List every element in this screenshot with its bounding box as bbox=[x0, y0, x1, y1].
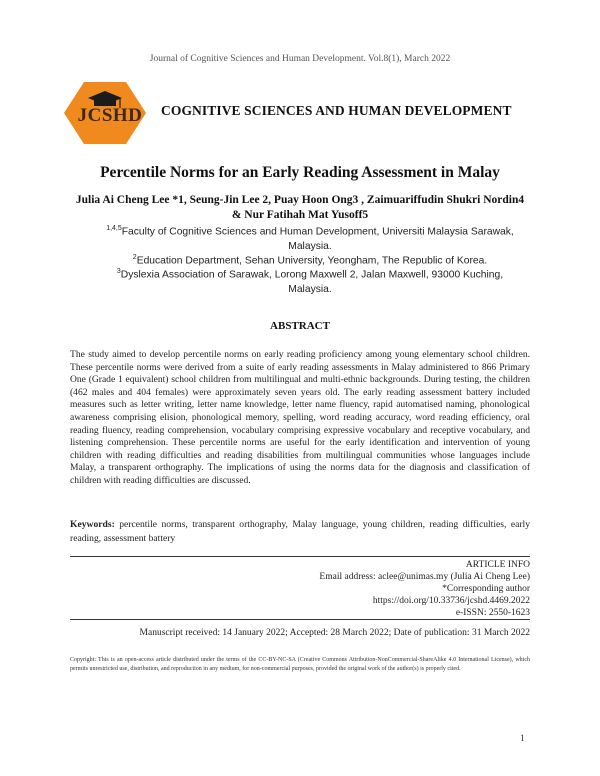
abstract-heading: ABSTRACT bbox=[270, 320, 330, 332]
author-line-2: & Nur Fatihah Mat Yusoff5 bbox=[231, 209, 369, 221]
author-list bbox=[60, 193, 540, 223]
keywords bbox=[70, 518, 530, 545]
affiliation-sup: 2 bbox=[132, 254, 137, 261]
affiliation-text: Faculty of Cognitive Sciences and Human Development, Universiti Malaysia Sarawak, Malaysia. bbox=[121, 226, 514, 252]
manuscript-dates: Manuscript received: 14 January 2022; Accepted: 28 March 2022; Date of publication: 31 March 2022 bbox=[139, 628, 530, 638]
article-info bbox=[70, 559, 530, 619]
keywords-label: Keywords: bbox=[70, 519, 115, 530]
journal-header: Journal of Cognitive Sciences and Human Development. Vol.8(1), March 2022 bbox=[149, 54, 451, 64]
logo-text: JCSHD bbox=[77, 105, 143, 126]
article-issn: e-ISSN: 2550-1623 bbox=[455, 608, 530, 618]
keywords-text: percentile norms, transparent orthography, Malay language, young children, reading difficulties, early reading, assessment battery bbox=[70, 519, 531, 544]
paper-title: Percentile Norms for an Early Reading Assessment in Malay bbox=[100, 164, 500, 181]
abstract-body: The study aimed to develop percentile norms on early reading proficiency among young elementary school children. These percentile norms were derived from a suite of early reading assessments in Malay administered to 866 Primary One (Grade 1 equivalent) school children from multilingual and multi-ethnic backgrounds. During testing, the children (462 males and 404 females) were approximately seven years old. The early reading assessment battery included measures such as letter writing, letter name knowledge, letter name fluency, rapid automatised naming, phonological awareness comprising elision, phonological memory, spelling, word reading accuracy, word reading efficiency, oral reading fluency, reading comprehension, vocabulary comprising expressive vocabulary and receptive vocabulary, and listening comprehension. These percentile norms are useful for the early identification and intervention of young children with reading difficulties and reading disabilities from multilingual communities whose languages include Malay, a transparent orthography. The implications of using the norms data for the diagnosis and classification of children with reading difficulties are discussed. bbox=[70, 349, 530, 486]
article-info-heading: ARTICLE INFO bbox=[465, 560, 530, 570]
copyright-notice: Copyright: This is an open-access article distributed under the terms of the CC-BY-NC-SA (Creative Commons Attribution-NonCommercial-ShareAlike 4.0 International License), which permits unrestricted use, distribution, and reproduction in any medium, for non-commercial purposes, provided the original work of the author(s) is properly cited. bbox=[70, 657, 530, 672]
article-info-rule-bottom bbox=[70, 619, 530, 620]
journal-name: COGNITIVE SCIENCES AND HUMAN DEVELOPMENT bbox=[161, 103, 512, 118]
page-number: 1 bbox=[520, 734, 525, 744]
article-info-rule-top bbox=[70, 556, 530, 557]
affiliation-sup: 3 bbox=[116, 268, 121, 275]
article-doi[interactable]: https://doi.org/10.33736/jcshd.4469.2022 bbox=[372, 596, 530, 606]
author-line-1: Julia Ai Cheng Lee *1, Seung-Jin Lee 2, Puay Hoon Ong3 , Zaimuariffudin Shukri Nordin4 bbox=[75, 194, 525, 206]
article-email: Email address: aclee@unimas.my (Julia Ai Cheng Lee) bbox=[319, 572, 530, 582]
affiliation-text: Education Department, Sehan University, Yeongham, The Republic of Korea. bbox=[136, 255, 488, 267]
affiliation-3 bbox=[100, 265, 520, 297]
affiliation-text: Dyslexia Association of Sarawak, Lorong Maxwell 2, Jalan Maxwell, 93000 Kuching, Malaysia. bbox=[120, 269, 504, 295]
corresponding-author: *Corresponding author bbox=[442, 584, 530, 594]
affiliation-sup: 1,4,5 bbox=[106, 225, 122, 232]
affiliation-1 bbox=[100, 222, 520, 254]
